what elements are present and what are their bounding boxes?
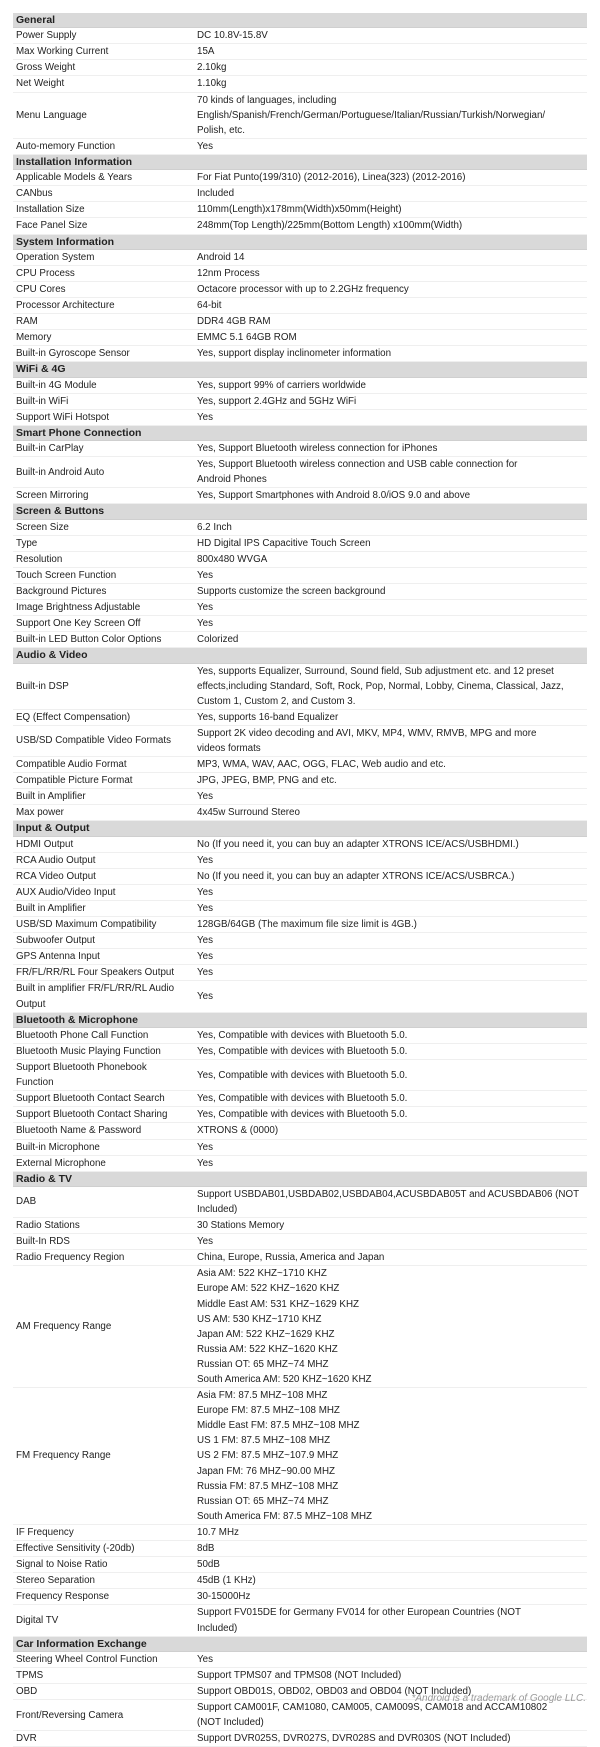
spec-row — [13, 757, 587, 773]
spec-value: 4x45w Surround Stereo — [197, 807, 300, 819]
spec-value: 30 Stations Memory — [197, 1220, 285, 1232]
spec-value-line: Yes, Support Bluetooth wireless connection and USB cable connection for — [197, 459, 518, 471]
spec-value: Support TPMS07 and TPMS08 (NOT Included) — [197, 1669, 402, 1681]
spec-value: Support DVR025S, DVR027S, DVR028S and DVR030S (NOT Included) — [197, 1733, 511, 1745]
spec-label: FM Frequency Range — [16, 1450, 111, 1462]
spec-value: Yes — [197, 886, 213, 898]
spec-label: Installation Size — [16, 204, 85, 216]
spec-value: 64-bit — [197, 299, 222, 311]
spec-label: Face Panel Size — [16, 220, 88, 232]
spec-label: Compatible Picture Format — [16, 775, 133, 787]
spec-row — [13, 1060, 587, 1091]
spec-label: Support WiFi Hotspot — [16, 411, 110, 423]
spec-row — [13, 853, 587, 869]
spec-value-line: Support 2K video decoding and AVI, MKV, MP4, WMV, RMVB, MPG and more — [197, 727, 537, 739]
section-header-audio-video: Audio & Video — [13, 648, 587, 663]
spec-row — [13, 1557, 587, 1573]
spec-value-line: Asia AM: 522 KHZ~1710 KHZ — [197, 1268, 327, 1280]
spec-label: Gross Weight — [16, 62, 76, 74]
spec-label: TPMS — [16, 1669, 44, 1681]
spec-value-line: Russia AM: 522 KHZ~1620 KHZ — [197, 1343, 338, 1355]
spec-row — [13, 266, 587, 282]
spec-row — [13, 869, 587, 885]
spec-row — [13, 600, 587, 616]
spec-value: No (If you need it, you can buy an adapter XTRONS ICE/ACS/USBRCA.) — [197, 870, 515, 882]
spec-value: 800x480 WVGA — [197, 553, 268, 565]
spec-label: Built-in DSP — [16, 680, 69, 692]
spec-value-line: Europe FM: 87.5 MHZ~108 MHZ — [197, 1405, 340, 1417]
spec-label-line: Built in amplifier FR/FL/RR/RL Audio — [16, 983, 175, 995]
spec-label: Subwoofer Output — [16, 935, 95, 947]
spec-label: Built-in LED Button Color Options — [16, 634, 162, 646]
spec-label: Auto-memory Function — [16, 140, 116, 152]
spec-value-line: Support USBDAB01,USBDAB02,USBDAB04,ACUSBDAB05T and ACUSBDAB06 (NOT — [197, 1188, 580, 1200]
spec-value: Yes — [197, 854, 213, 866]
spec-label: Image Brightness Adjustable — [16, 602, 141, 614]
spec-label: Type — [16, 537, 38, 549]
spec-row — [13, 568, 587, 584]
spec-row — [13, 789, 587, 805]
spec-label: Stereo Separation — [16, 1575, 95, 1587]
spec-value-line: South America AM: 520 KHZ~1620 KHZ — [197, 1374, 372, 1385]
spec-label: Support One Key Screen Off — [16, 618, 141, 630]
spec-row — [13, 170, 587, 186]
spec-label: FR/FL/RR/RL Four Speakers Output — [16, 967, 175, 979]
spec-value-line: South America FM: 87.5 MHZ~108 MHZ — [197, 1510, 373, 1522]
spec-value: Supports customize the screen background — [197, 585, 386, 597]
spec-row — [13, 1234, 587, 1250]
spec-value — [197, 1700, 587, 1730]
spec-row — [13, 298, 587, 314]
spec-label: External Microphone — [16, 1157, 106, 1169]
spec-row — [13, 917, 587, 933]
spec-label: Frequency Response — [16, 1591, 110, 1603]
spec-row — [13, 410, 587, 426]
spec-label: Max Working Current — [16, 46, 109, 58]
spec-label: Bluetooth Music Playing Function — [16, 1045, 161, 1057]
spec-label: Built in Amplifier — [16, 791, 86, 803]
spec-value: MP3, WMA, WAV, AAC, OGG, FLAC, Web audio and etc. — [197, 759, 446, 771]
spec-value: Yes — [197, 1653, 213, 1665]
spec-row — [13, 552, 587, 568]
spec-value — [197, 1605, 587, 1635]
spec-value: Yes — [197, 791, 213, 803]
spec-label: Compatible Audio Format — [16, 759, 127, 771]
spec-value: EMMC 5.1 64GB ROM — [197, 332, 297, 344]
spec-value-line: Japan AM: 522 KHZ~1629 KHZ — [197, 1328, 335, 1340]
spec-value-line: Polish, etc. — [197, 124, 245, 136]
section-header-general: General — [13, 13, 587, 28]
spec-value-line: (NOT Included) — [197, 1717, 264, 1729]
spec-label: USB/SD Maximum Compatibility — [16, 919, 157, 931]
spec-row — [13, 805, 587, 821]
spec-value: 45dB (1 KHz) — [197, 1575, 256, 1587]
spec-value: Yes, support display inclinometer information — [197, 348, 392, 360]
spec-row — [13, 632, 587, 648]
spec-row — [13, 726, 587, 757]
spec-row — [13, 76, 587, 92]
spec-value: Yes, Support Bluetooth wireless connection for iPhones — [197, 443, 438, 454]
spec-row — [13, 346, 587, 362]
spec-row — [13, 1187, 587, 1218]
spec-label: CANbus — [16, 188, 53, 200]
spec-value: Yes — [197, 411, 213, 423]
spec-label: RCA Audio Output — [16, 854, 96, 866]
spec-value-line: effects,including Standard, Soft, Rock, Pop, Normal, Lobby, Cinema, Classical, Jazz, — [197, 680, 564, 692]
spec-row — [13, 314, 587, 330]
spec-label: Processor Architecture — [16, 299, 115, 311]
spec-label: GPS Antenna Input — [16, 951, 100, 963]
section-header-radio-tv: Radio & TV — [13, 1172, 587, 1187]
spec-value-line: Yes, supports Equalizer, Surround, Sound field, Sub adjustment etc. and 12 preset — [197, 665, 554, 677]
spec-value — [197, 664, 587, 709]
spec-value: XTRONS & (0000) — [197, 1125, 279, 1137]
section-header-bluetooth-microphone: Bluetooth & Microphone — [13, 1013, 587, 1028]
spec-row — [13, 1091, 587, 1107]
spec-row — [13, 837, 587, 853]
spec-value: 50dB — [197, 1559, 220, 1571]
spec-row — [13, 441, 587, 457]
spec-label: USB/SD Compatible Video Formats — [16, 735, 171, 747]
spec-label: Bluetooth Phone Call Function — [16, 1029, 149, 1041]
spec-value: Yes, Compatible with devices with Bluetooth 5.0. — [197, 1029, 408, 1041]
spec-label: Touch Screen Function — [16, 569, 117, 581]
spec-value: Yes — [197, 1157, 213, 1169]
spec-row — [13, 488, 587, 504]
spec-row — [13, 186, 587, 202]
spec-value: 1.10kg — [197, 78, 227, 90]
spec-value-line: Europe AM: 522 KHZ~1620 KHZ — [197, 1283, 340, 1295]
spec-value — [197, 726, 587, 756]
spec-value-line: Russian OT: 65 MHZ~74 MHZ — [197, 1358, 329, 1370]
spec-value: 8dB — [197, 1543, 215, 1555]
spec-value-line: Custom 1, Custom 2, and Custom 3. — [197, 695, 356, 707]
spec-label: Screen Mirroring — [16, 490, 89, 502]
spec-row — [13, 1140, 587, 1156]
spec-value — [197, 457, 587, 487]
spec-label: Front/Reversing Camera — [16, 1709, 124, 1721]
spec-label: Net Weight — [16, 78, 65, 90]
spec-value: DC 10.8V-15.8V — [197, 30, 268, 42]
spec-value-line: Middle East FM: 87.5 MHZ~108 MHZ — [197, 1420, 360, 1432]
spec-value-line: Asia FM: 87.5 MHZ~108 MHZ — [197, 1390, 328, 1402]
section-header-smart-phone-connection: Smart Phone Connection — [13, 426, 587, 441]
spec-value: Yes — [197, 991, 213, 1003]
spec-value: Yes — [197, 140, 213, 152]
spec-value: Yes — [197, 618, 213, 630]
spec-label: Memory — [16, 332, 52, 344]
spec-value: Colorized — [197, 634, 239, 646]
spec-value: Yes — [197, 967, 213, 979]
spec-row — [13, 1731, 587, 1747]
spec-row — [13, 93, 587, 139]
spec-value: 128GB/64GB (The maximum file size limit is 4GB.) — [197, 919, 417, 931]
spec-row — [13, 1652, 587, 1668]
spec-row — [13, 44, 587, 60]
spec-label: Resolution — [16, 553, 63, 565]
spec-row — [13, 1605, 587, 1636]
spec-value: HD Digital IPS Capacitive Touch Screen — [197, 537, 371, 549]
spec-label: Built-in WiFi — [16, 395, 69, 407]
spec-value — [197, 1266, 587, 1387]
spec-value: Yes, Compatible with devices with Bluetooth 5.0. — [197, 1109, 408, 1121]
spec-value: Yes — [197, 1141, 213, 1153]
spec-row — [13, 378, 587, 394]
spec-row — [13, 710, 587, 726]
spec-row — [13, 1541, 587, 1557]
spec-row — [13, 28, 587, 44]
spec-value-line: English/Spanish/French/German/Portuguese/Italian/Russian/Turkish/Norwegian/ — [197, 109, 546, 121]
spec-label: Built in Amplifier — [16, 903, 86, 914]
spec-value: No (If you need it, you can buy an adapter XTRONS ICE/ACS/USBHDMI.) — [197, 838, 519, 850]
spec-row — [13, 330, 587, 346]
section-header-wifi-4g: WiFi & 4G — [13, 362, 587, 377]
spec-label: Operation System — [16, 251, 95, 263]
spec-value: 110mm(Length)x178mm(Width)x50mm(Height) — [197, 204, 402, 216]
section-header-system-information: System Information — [13, 235, 587, 250]
spec-value-line: Included) — [197, 1203, 238, 1215]
spec-row — [13, 981, 587, 1012]
spec-value: DDR4 4GB RAM — [197, 316, 271, 328]
spec-label: Support Bluetooth Contact Sharing — [16, 1109, 168, 1121]
spec-row — [13, 965, 587, 981]
spec-label: RCA Video Output — [16, 870, 96, 882]
spec-row — [13, 1266, 587, 1388]
section-header-installation-information: Installation Information — [13, 155, 587, 170]
spec-row — [13, 949, 587, 965]
spec-value: 15A — [197, 46, 215, 58]
spec-value: For Fiat Punto(199/310) (2012-2016), Linea(323) (2012-2016) — [197, 172, 466, 184]
spec-row — [13, 60, 587, 76]
spec-row — [13, 457, 587, 488]
spec-value: Yes, supports 16-band Equalizer — [197, 711, 339, 723]
spec-value-line: Middle East AM: 531 KHZ~1629 KHZ — [197, 1298, 359, 1310]
spec-label — [13, 981, 197, 1011]
spec-value: China, Europe, Russia, America and Japan — [197, 1252, 385, 1264]
spec-row — [13, 1388, 587, 1525]
spec-row — [13, 1107, 587, 1123]
spec-row — [13, 1044, 587, 1060]
spec-value: Yes, Support Smartphones with Android 8.0/iOS 9.0 and above — [197, 490, 471, 502]
spec-value-line: Included) — [197, 1622, 238, 1634]
spec-row — [13, 218, 587, 234]
spec-label: IF Frequency — [16, 1526, 74, 1538]
spec-value: Yes — [197, 1236, 213, 1248]
spec-row — [13, 933, 587, 949]
spec-value: JPG, JPEG, BMP, PNG and etc. — [197, 775, 337, 787]
spec-value-line: Japan FM: 76 MHZ~90.00 MHZ — [197, 1465, 336, 1477]
spec-value: 6.2 Inch — [197, 521, 232, 533]
spec-value: Yes — [197, 569, 213, 581]
spec-label — [13, 1060, 197, 1090]
spec-label: CPU Cores — [16, 283, 66, 295]
spec-row — [13, 584, 587, 600]
spec-row — [13, 536, 587, 552]
spec-row — [13, 1156, 587, 1172]
spec-label: AM Frequency Range — [16, 1321, 112, 1333]
spec-label: Built-In RDS — [16, 1236, 70, 1248]
spec-value-line: Support FV015DE for Germany FV014 for other European Countries (NOT — [197, 1607, 521, 1619]
spec-label: Radio Frequency Region — [16, 1252, 125, 1264]
spec-value: Yes — [197, 951, 213, 963]
spec-label: Built-in 4G Module — [16, 379, 97, 391]
spec-label: AUX Audio/Video Input — [16, 886, 116, 898]
spec-value: Yes — [197, 602, 213, 614]
spec-label: Built-in CarPlay — [16, 443, 84, 454]
spec-label: Support Bluetooth Contact Search — [16, 1093, 165, 1105]
spec-value: Yes, Compatible with devices with Bluetooth 5.0. — [197, 1069, 408, 1081]
spec-label: Radio Stations — [16, 1220, 80, 1232]
spec-value: 12nm Process — [197, 267, 260, 279]
spec-label: Built-in Android Auto — [16, 466, 105, 478]
spec-value: 248mm(Top Length)/225mm(Bottom Length) x100mm(Width) — [197, 220, 463, 232]
spec-value: Yes, support 99% of carriers worldwide — [197, 379, 366, 391]
spec-value — [197, 1187, 587, 1217]
trademark-footnote: *Android is a trademark of Google LLC. — [411, 1693, 586, 1704]
spec-value: Yes, Compatible with devices with Bluetooth 5.0. — [197, 1093, 408, 1105]
spec-row — [13, 202, 587, 218]
section-header-screen-buttons: Screen & Buttons — [13, 504, 587, 519]
spec-value: Yes — [197, 903, 213, 914]
spec-row — [13, 1218, 587, 1234]
spec-label: Steering Wheel Control Function — [16, 1653, 158, 1665]
spec-value: Yes, support 2.4GHz and 5GHz WiFi — [197, 395, 357, 407]
spec-value: Yes, Compatible with devices with Bluetooth 5.0. — [197, 1045, 408, 1057]
spec-label: CPU Process — [16, 267, 75, 279]
spec-label: HDMI Output — [16, 838, 74, 850]
spec-label-line: Output — [16, 998, 46, 1010]
spec-label: Menu Language — [16, 109, 87, 121]
spec-value-line: US AM: 530 KHZ~1710 KHZ — [197, 1313, 322, 1325]
spec-row — [13, 139, 587, 155]
spec-value: 2.10kg — [197, 62, 227, 74]
spec-label: Built-in Gyroscope Sensor — [16, 348, 130, 360]
spec-row — [13, 901, 587, 917]
spec-label: RAM — [16, 316, 38, 328]
spec-value-line: US 1 FM: 87.5 MHZ~108 MHZ — [197, 1435, 331, 1447]
spec-label: DAB — [16, 1196, 37, 1208]
spec-value — [197, 93, 587, 138]
spec-value-line: Russia FM: 87.5 MHZ~108 MHZ — [197, 1480, 339, 1492]
spec-label: Screen Size — [16, 521, 69, 533]
spec-value: Android 14 — [197, 251, 245, 263]
spec-row — [13, 1573, 587, 1589]
spec-row — [13, 1700, 587, 1731]
spec-label-line: Function — [16, 1077, 54, 1089]
spec-label: Digital TV — [16, 1614, 59, 1626]
spec-row — [13, 773, 587, 789]
spec-row — [13, 1250, 587, 1266]
spec-label: Background Pictures — [16, 585, 107, 597]
spec-value-line: 70 kinds of languages, including — [197, 94, 337, 106]
spec-row — [13, 885, 587, 901]
spec-row — [13, 1028, 587, 1044]
spec-value: Included — [197, 188, 235, 200]
spec-sheet — [13, 13, 587, 1747]
spec-row — [13, 1123, 587, 1139]
spec-label: Max power — [16, 807, 64, 819]
spec-value-line: videos formats — [197, 742, 261, 754]
spec-row — [13, 664, 587, 710]
spec-value: 10.7 MHz — [197, 1526, 239, 1538]
spec-label: DVR — [16, 1733, 37, 1745]
spec-value-line: Support CAM001F, CAM1080, CAM005, CAM009S, CAM018 and ACCAM10802 — [197, 1702, 548, 1714]
spec-label: Bluetooth Name & Password — [16, 1125, 142, 1137]
spec-value: Yes — [197, 935, 213, 947]
spec-row — [13, 1668, 587, 1684]
spec-value: Octacore processor with up to 2.2GHz frequency — [197, 283, 409, 295]
spec-value: 30-15000Hz — [197, 1591, 251, 1603]
spec-label: Signal to Noise Ratio — [16, 1559, 108, 1571]
spec-value — [197, 1388, 587, 1524]
section-header-car-information-exchange: Car Information Exchange — [13, 1637, 587, 1652]
spec-label: Power Supply — [16, 30, 77, 42]
spec-label: Applicable Models & Years — [16, 172, 133, 184]
spec-row — [13, 282, 587, 298]
spec-value-line: US 2 FM: 87.5 MHZ~107.9 MHZ — [197, 1450, 339, 1462]
spec-value-line: Russian OT: 65 MHZ~74 MHZ — [197, 1495, 329, 1507]
spec-value-line: Android Phones — [197, 474, 267, 486]
spec-row — [13, 1589, 587, 1605]
spec-label: Built-in Microphone — [16, 1141, 100, 1153]
spec-label: EQ (Effect Compensation) — [16, 711, 131, 723]
section-header-input-output: Input & Output — [13, 821, 587, 836]
spec-label-line: Support Bluetooth Phonebook — [16, 1062, 147, 1074]
spec-row — [13, 250, 587, 266]
spec-row — [13, 1525, 587, 1541]
spec-label: OBD — [16, 1685, 38, 1697]
spec-value: Support OBD01S, OBD02, OBD03 and OBD04 (NOT Included) — [197, 1685, 472, 1697]
spec-row — [13, 616, 587, 632]
spec-row — [13, 520, 587, 536]
spec-row — [13, 394, 587, 410]
spec-label: Effective Sensitivity (-20db) — [16, 1543, 135, 1555]
